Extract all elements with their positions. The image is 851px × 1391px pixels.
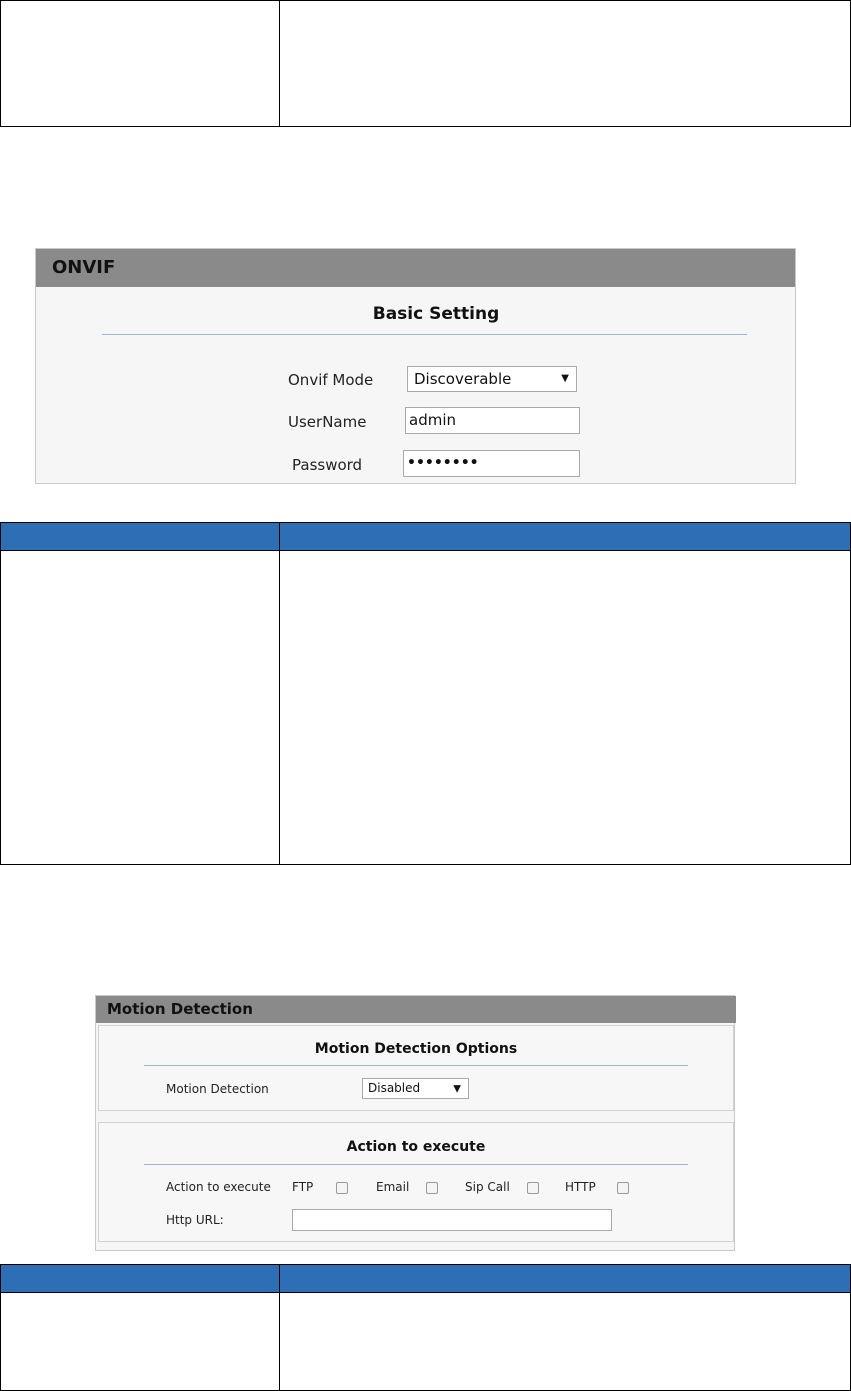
motion-detection-select[interactable] [362,1078,469,1099]
onvif-panel-header [36,249,796,287]
action-http-checkbox[interactable] [617,1182,629,1194]
basic-setting-title: Basic Setting [372,304,500,324]
caret-down-icon: ▼ [561,373,569,384]
password-input[interactable] [403,450,580,477]
basic-setting-divider [102,334,747,335]
bottom-table [0,1264,851,1391]
middle-table-cell-right [280,551,851,865]
action-email-checkbox[interactable] [426,1182,438,1194]
username-input[interactable] [405,407,580,434]
action-label: Action to execute [166,1180,271,1194]
motion-detection-label: Motion Detection [166,1082,269,1096]
middle-table-header-right [280,523,851,551]
middle-table-cell-left [1,551,280,865]
action-divider [144,1164,688,1165]
onvif-mode-label: Onvif Mode [288,371,374,389]
bottom-table-cell-right [280,1293,851,1391]
motion-header-title: Motion Detection [107,1000,253,1018]
username-label: UserName [288,413,367,431]
action-title: Action to execute [346,1139,486,1155]
bottom-table-header-left [1,1265,280,1293]
motion-panel-header [96,996,736,1023]
password-value: •••••••• [407,455,479,471]
top-table-cell-left [1,1,280,127]
middle-table [0,522,851,865]
motion-detection-value: Disabled [368,1081,421,1095]
motion-panel [95,995,735,1251]
action-ftp-label: FTP [292,1180,314,1194]
username-value: admin [409,411,456,429]
middle-table-header-left [1,523,280,551]
top-table-cell-right [280,1,851,127]
onvif-header-title: ONVIF [52,257,116,278]
onvif-panel [35,248,796,484]
action-email-label: Email [376,1180,410,1194]
action-ftp-checkbox[interactable] [336,1182,348,1194]
action-sipcall-label: Sip Call [465,1180,510,1194]
caret-down-icon: ▼ [453,1083,461,1094]
onvif-mode-value: Discoverable [414,370,512,388]
motion-options-title: Motion Detection Options [314,1041,518,1057]
action-sipcall-checkbox[interactable] [527,1182,539,1194]
bottom-table-cell-left [1,1293,280,1391]
http-url-label: Http URL: [166,1213,224,1227]
password-label: Password [292,456,363,474]
onvif-mode-select[interactable] [407,366,577,392]
bottom-table-header-right [280,1265,851,1293]
top-table [0,0,851,127]
http-url-input[interactable] [292,1209,612,1231]
motion-options-divider [144,1065,688,1066]
action-http-label: HTTP [565,1180,596,1194]
